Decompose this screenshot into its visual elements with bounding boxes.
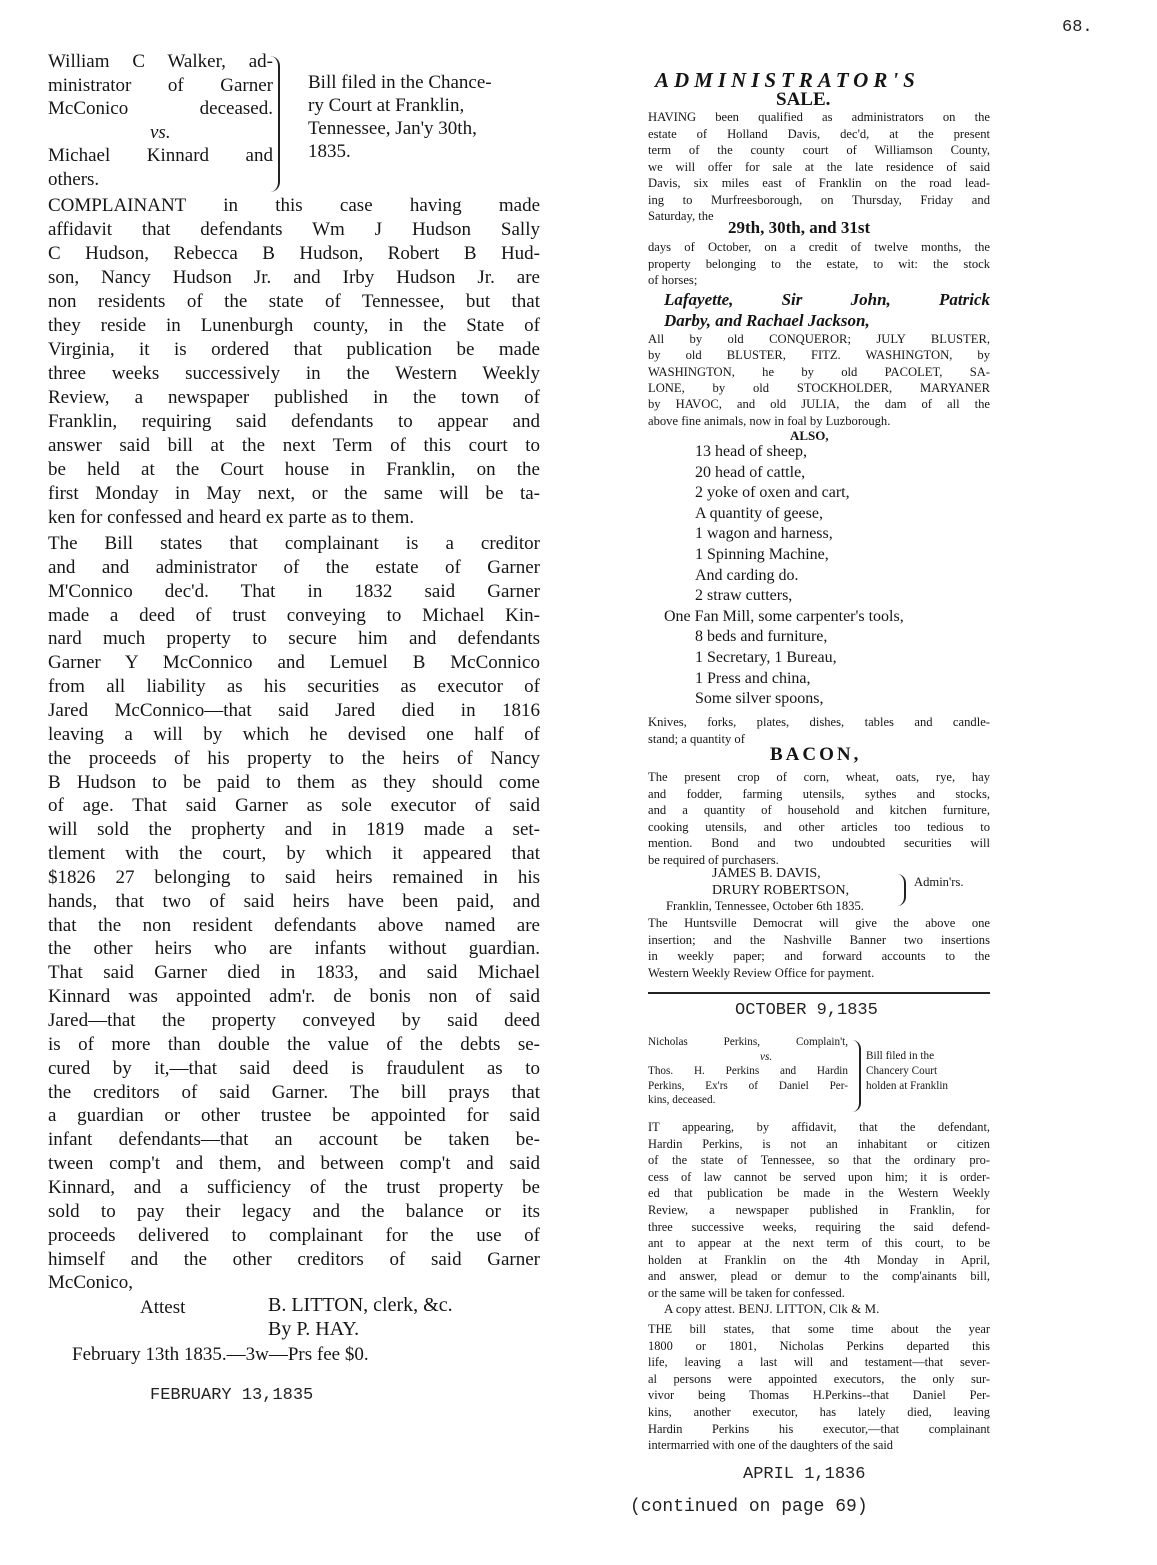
crop-line: and fodder, farming utensils, sythes and stocks, — [648, 786, 990, 801]
caption-court-line: ry Court at Franklin, — [308, 95, 465, 116]
bill-paragraph-line: and and administrator of the estate of Garner — [48, 556, 540, 578]
sale-intro-line: ing to Murfreesborough, on Thursday, Friday and — [648, 192, 990, 207]
bill-paragraph-line: B Hudson to be paid to them as they should come — [48, 771, 540, 793]
pedigree-line: All by old CONQUEROR; JULY BLUSTER, — [648, 332, 990, 346]
attest-clerk-line: B. LITTON, clerk, &c. — [268, 1294, 453, 1316]
bill-paragraph-line: made a deed of trust conveying to Michael Kin- — [48, 604, 540, 626]
bill-paragraph-line: from all liability as his securities as executor of — [48, 676, 540, 698]
pedigree-line: WASHINGTON, he by old PACOLET, SA- — [648, 364, 990, 379]
perkins-order-line: ant to appear at the next term of this court, to be — [648, 1236, 990, 1251]
bill-paragraph-line: himself and the other creditors of said Garner — [48, 1248, 540, 1270]
order-paragraph-line: they reside in Lunenburgh county, in the State of — [48, 315, 540, 336]
sale-intro-line: estate of Holland Davis, dec'd, at the present — [648, 126, 990, 141]
order-paragraph-line: affidavit that defendants Wm J Hudson Sally — [48, 219, 540, 240]
bill-paragraph-line: infant defendants—that an account be taken be- — [48, 1129, 540, 1151]
perkins-court-line: Chancery Court — [866, 1065, 938, 1077]
typed-date-line: APRIL 1,1836 — [743, 1465, 866, 1484]
caption-parties-line: McConico deceased. — [48, 98, 273, 119]
pedigree-line: above fine animals, now in foal by Luzborough. — [648, 413, 891, 428]
knives-line: stand; a quantity of — [648, 732, 745, 746]
bill-paragraph-line: nard much property to secure him and defendants — [48, 628, 540, 650]
perkins-parties-line: vs. — [760, 1050, 773, 1063]
bill-paragraph-line: The Bill states that complainant is a creditor — [48, 533, 540, 554]
attest-date-line: February 13th 1835.—3w—Prs fee $0. — [72, 1344, 369, 1365]
perkins-parties-line: Nicholas Perkins, Complain't, — [648, 1036, 848, 1048]
order-paragraph-line: be held at the Court house in Franklin, on the — [48, 459, 540, 480]
pedigree-line: by HAVOC, and old JULIA, the dam of all the — [648, 397, 990, 412]
horse-names-line: Darby, and Rachael Jackson, — [664, 311, 870, 330]
order-paragraph-line: first Monday in May next, or the same will be ta- — [48, 483, 540, 504]
perkins-bill-line: Hardin Perkins his executor,—that complainant — [648, 1421, 990, 1436]
perkins-order-line: cess of law cannot be served upon him; it is order- — [648, 1169, 990, 1184]
perkins-bill-line: THE bill states, that some time about the year — [648, 1322, 990, 1336]
sale-items-line: A quantity of geese, — [695, 504, 823, 522]
sale-items-line: 1 Spinning Machine, — [695, 546, 829, 563]
notice-line: Western Weekly Review Office for payment. — [648, 965, 875, 980]
perkins-order-line: or the same will be taken for confessed. — [648, 1286, 845, 1300]
perkins-order-line: three successive weeks, requiring the said defend- — [648, 1219, 990, 1234]
perkins-order-line: IT appearing, by affidavit, that the defendant, — [648, 1120, 990, 1134]
order-paragraph-line: answer said bill at the next Term of this court to — [48, 435, 540, 456]
bill-paragraph-line: of age. That said Garner as sole executor of said — [48, 795, 540, 817]
perkins-bill-line: kins, another executor, has lately died, leaving — [648, 1405, 990, 1419]
perkins-attest-line: A copy attest. BENJ. LITTON, Clk & M. — [664, 1301, 880, 1316]
bill-paragraph-line: that the non resident defendants above named are — [48, 914, 540, 936]
caption-court-line: Tennessee, Jan'y 30th, — [308, 118, 477, 139]
signers-line: DRURY ROBERTSON, — [712, 882, 850, 898]
crop-line: mention. Bond and two undoubted securities will — [648, 836, 990, 851]
perkins-order-line: Review, a newspaper published in Franklin, for — [648, 1203, 990, 1217]
bill-paragraph-line: Kinnard was appointed adm'r. de bonis non of said — [48, 986, 540, 1008]
crop-line: The present crop of corn, wheat, oats, rye, hay — [648, 770, 990, 784]
dateline-line: Franklin, Tennessee, October 6th 1835. — [666, 899, 864, 913]
perkins-bill-line: life, leaving a last will and testament—that sever- — [648, 1355, 990, 1370]
caption-parties-line: Michael Kinnard and — [48, 145, 273, 166]
perkins-bill-line: intermarried with one of the daughters of the said — [648, 1438, 893, 1453]
perkins-bill-line: al persons were appointed executors, the only sur- — [648, 1371, 990, 1386]
bill-paragraph-line: proceeds delivered to complainant for the use of — [48, 1224, 540, 1246]
advert-subtitle-line: SALE. — [776, 89, 831, 110]
sale-items-line: 1 Secretary, 1 Bureau, — [695, 649, 837, 666]
perkins-court-line: holden at Franklin — [866, 1080, 949, 1092]
sale-items-line: 20 head of cattle, — [695, 463, 806, 481]
perkins-parties-line: kins, deceased. — [648, 1094, 716, 1106]
attest-by-line: By P. HAY. — [268, 1318, 360, 1340]
perkins-order-line: and answer, plead or demur to the comp'ainants bill, — [648, 1269, 990, 1284]
caption-court-line: 1835. — [308, 141, 351, 162]
notice-line: insertion; and the Nashville Banner two insertions — [648, 932, 990, 947]
caption-parties-line: William C Walker, ad- — [48, 51, 273, 72]
bill-paragraph-line: tween comp't and them, and between comp't and said — [48, 1153, 540, 1175]
horse-names-line: Lafayette, Sir John, Patrick — [664, 290, 990, 309]
bill-paragraph-line: hands, that two of said heirs have been paid, and — [48, 890, 540, 912]
sale-items-line: Some silver spoons, — [695, 690, 824, 708]
sale-terms-line: of horses; — [648, 273, 698, 288]
perkins-court-line: Bill filed in the — [866, 1050, 935, 1062]
bill-paragraph-line: McConico, — [48, 1272, 133, 1294]
sale-intro-line: Saturday, the — [648, 209, 714, 223]
order-paragraph-line: three weeks successively in the Western Weekly — [48, 363, 540, 384]
sale-items-line: And carding do. — [695, 566, 799, 584]
perkins-order-line: ed that publication be made in the Western Weekly — [648, 1186, 990, 1201]
page-number: 68. — [1062, 18, 1093, 37]
bill-paragraph-line: $1826 27 belonging to said heirs remained in his — [48, 866, 540, 888]
perkins-bill-line: vivor being Thomas H.Perkins--that Daniel Per- — [648, 1388, 990, 1403]
sale-items-line: 1 wagon and harness, — [695, 525, 833, 543]
sale-items-line: 8 beds and furniture, — [695, 628, 828, 646]
notice-line: in weekly paper; and forward accounts to the — [648, 949, 990, 963]
crop-line: cooking utensils, and other articles too tedious to — [648, 819, 990, 834]
also-heading-line: ALSO, — [790, 428, 829, 443]
typed-date-line: OCTOBER 9,1835 — [735, 1001, 878, 1020]
sale-items-line: 2 straw cutters, — [695, 587, 793, 605]
caption-parties-line: ministrator of Garner — [48, 74, 273, 96]
sale-dates-line: 29th, 30th, and 31st — [728, 218, 871, 237]
bill-paragraph-line: the proceeds of his property to the heirs of Nancy — [48, 747, 540, 769]
sale-intro-line: HAVING been qualified as administrators on the — [648, 110, 990, 124]
bill-paragraph-line: Kinnard, and a sufficiency of the trust property be — [48, 1176, 540, 1198]
attest-label-line: Attest — [140, 1297, 186, 1318]
bacon-heading-line: BACON, — [770, 744, 862, 765]
bill-paragraph-line: will sold the propherty and in 1819 made a set- — [48, 819, 540, 841]
perkins-order-line: Hardin Perkins, is not an inhabitant or citizen — [648, 1136, 990, 1151]
perkins-parties-line: Thos. H. Perkins and Hardin — [648, 1065, 848, 1077]
bill-paragraph-line: sold to pay their legacy and the balance or its — [48, 1200, 540, 1222]
order-paragraph-line: COMPLAINANT in this case having made — [48, 195, 540, 216]
bill-paragraph-line: a guardian or other trustee be appointed for said — [48, 1105, 540, 1127]
typed-date-line: FEBRUARY 13,1835 — [150, 1386, 314, 1405]
perkins-order-line: of the state of Tennessee, so that the ordinary pro- — [648, 1153, 990, 1168]
order-paragraph-line: son, Nancy Hudson Jr. and Irby Hudson Jr. are — [48, 267, 540, 288]
sale-terms-line: days of October, on a credit of twelve months, the — [648, 240, 990, 254]
order-paragraph-line: ken for confessed and heard ex parte as to them. — [48, 507, 415, 528]
order-paragraph-line: C Hudson, Rebecca B Hudson, Robert B Hud- — [48, 243, 540, 264]
sale-intro-line: term of the county court of Williamson County, — [648, 143, 990, 157]
bill-paragraph-line: Jared McConnico—that said Jared died in 1816 — [48, 699, 540, 721]
order-paragraph-line: Virginia, it is ordered that publication be made — [48, 339, 540, 360]
sale-items-line: 13 head of sheep, — [695, 443, 807, 460]
bill-paragraph-line: cured by it,—that said deed is fraudulent as to — [48, 1057, 540, 1079]
sale-items-line: 1 Press and china, — [695, 669, 811, 687]
bill-paragraph-line: Jared—that the property conveyed by said deed — [48, 1010, 540, 1031]
perkins-parties-line: Perkins, Ex'rs of Daniel Per- — [648, 1079, 848, 1092]
signers-brace — [897, 874, 906, 906]
bill-paragraph-line: M'Connico dec'd. That in 1832 said Garner — [48, 580, 540, 602]
bill-paragraph-line: leaving a will by which he devised one half of — [48, 723, 540, 745]
bill-paragraph-line: tlement with the court, by which it appeared that — [48, 843, 540, 865]
notice-line: The Huntsville Democrat will give the above one — [648, 916, 990, 930]
sale-terms-line: property belonging to the estate, to wit: the stock — [648, 256, 990, 271]
caption-parties-line: others. — [48, 168, 100, 190]
sale-intro-line: Davis, six miles east of Franklin on the road lead- — [648, 176, 990, 190]
order-paragraph-line: Franklin, requiring said defendants to appear and — [48, 411, 540, 432]
bill-paragraph-line: Garner Y McConnico and Lemuel B McConnico — [48, 652, 540, 674]
knives-line: Knives, forks, plates, dishes, tables and candle- — [648, 715, 990, 729]
order-paragraph-line: Review, a newspaper published in the town of — [48, 387, 540, 408]
crop-line: be required of purchasers. — [648, 853, 779, 867]
sale-items-line: 2 yoke of oxen and cart, — [695, 484, 850, 502]
signers-line: JAMES B. DAVIS, — [712, 866, 821, 881]
pedigree-line: LONE, by old STOCKHOLDER, MARYANER — [648, 380, 990, 395]
caption-court-line: Bill filed in the Chance- — [308, 72, 492, 93]
bill-paragraph-line: the creditors of said Garner. The bill prays that — [48, 1081, 540, 1103]
perkins-order-line: holden at Franklin on the 4th Monday in April, — [648, 1252, 990, 1267]
bill-paragraph-line: That said Garner died in 1833, and said Michael — [48, 962, 540, 984]
advert-divider — [648, 992, 990, 994]
continued-note-line: (continued on page 69) — [630, 1497, 868, 1517]
bill-paragraph-line: the other heirs who are infants without guardian. — [48, 938, 540, 960]
pedigree-line: by old BLUSTER, FITZ. WASHINGTON, by — [648, 348, 990, 363]
signers-title-line: Admin'rs. — [914, 875, 964, 889]
caption-parties-line: vs. — [150, 121, 171, 143]
sale-intro-line: we will offer for sale at the late residence of said — [648, 159, 990, 174]
order-paragraph-line: non residents of the state of Tennessee, but that — [48, 291, 540, 312]
sale-items-line: One Fan Mill, some carpenter's tools, — [664, 607, 904, 625]
advert-title-line: ADMINISTRATOR'S — [655, 68, 920, 92]
perkins-bill-line: 1800 or 1801, Nicholas Perkins departed this — [648, 1338, 990, 1353]
bill-paragraph-line: is of more than double the value of the debts se- — [48, 1033, 540, 1055]
crop-line: and a quantity of household and kitchen furniture, — [648, 803, 990, 818]
